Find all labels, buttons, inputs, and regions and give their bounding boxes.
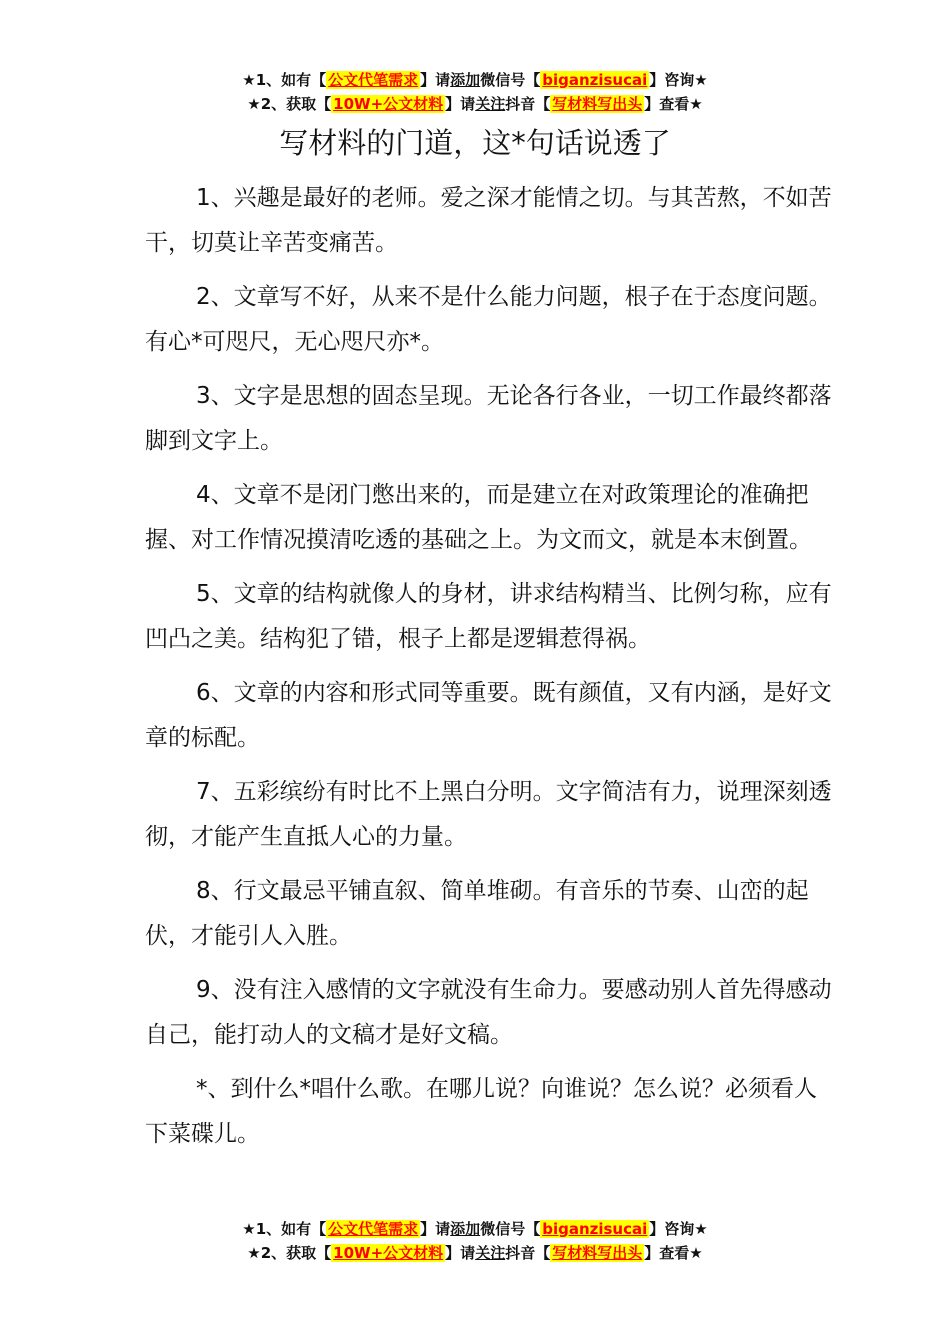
paragraph-9: 9、没有注入感情的文字就没有生命力。要感动别人首先得感动自己，能打动人的文稿才是好文稿。	[145, 977, 832, 1048]
document-title: 写材料的门道，这*句话说透了	[279, 126, 671, 160]
banner-text: 】请	[445, 95, 476, 113]
paragraph-6: 6、文章的内容和形式同等重要。既有颜值，又有内涵，是好文章的标配。	[145, 680, 832, 751]
document-body	[145, 176, 835, 1166]
banner-text: 】查看	[644, 95, 690, 113]
banner-text: 】请	[420, 1220, 451, 1238]
banner-text: 1、如有【	[255, 71, 327, 89]
star-icon: ★	[689, 95, 703, 113]
paragraph-5: 5、文章的结构就像人的身材，讲求结构精当、比例匀称，应有凹凸之美。结构犯了错，根子上都是逻辑惹得祸。	[145, 581, 832, 652]
paragraph-2: 2、文章写不好，从来不是什么能力问题，根子在于态度问题。有心*可咫尺，无心咫尺亦*。	[145, 284, 832, 355]
banner-text: 】咨询	[649, 1220, 695, 1238]
highlight-douyin-account: 写材料写出头	[552, 1244, 643, 1262]
top-banner	[0, 68, 950, 116]
underlined-text: 添加	[450, 71, 481, 89]
paragraph-4: 4、文章不是闭门憋出来的，而是建立在对政策理论的准确把握、对工作情况摸清吃透的基础之上。为文而文，就是本末倒置。	[145, 482, 812, 553]
star-icon: ★	[242, 1220, 256, 1238]
banner-text: 】查看	[644, 1244, 690, 1262]
highlight-wechat-id: biganzisucai	[542, 1220, 648, 1238]
banner-text: 微信号【	[480, 71, 541, 89]
paragraph-3: 3、文字是思想的固态呈现。无论各行各业，一切工作最终都落脚到文字上。	[145, 383, 832, 454]
banner-line-1	[0, 1217, 950, 1241]
highlight-materials: 10W+公文材料	[333, 95, 444, 113]
banner-text: 2、获取【	[260, 95, 332, 113]
banner-text: 抖音【	[505, 1244, 551, 1262]
banner-text: 1、如有【	[255, 1220, 327, 1238]
underlined-text: 添加	[450, 1220, 481, 1238]
star-icon: ★	[689, 1244, 703, 1262]
banner-line-1	[0, 68, 950, 92]
banner-text: 2、获取【	[260, 1244, 332, 1262]
star-icon: ★	[247, 95, 261, 113]
highlight-service: 公文代笔需求	[328, 71, 419, 89]
highlight-douyin-account: 写材料写出头	[552, 95, 643, 113]
highlight-wechat-id: biganzisucai	[542, 71, 648, 89]
star-icon: ★	[694, 71, 708, 89]
bottom-banner	[0, 1217, 950, 1265]
underlined-text: 关注	[475, 1244, 506, 1262]
banner-line-2	[0, 92, 950, 116]
paragraph-8: 8、行文最忌平铺直叙、简单堆砌。有音乐的节奏、山峦的起伏，才能引人入胜。	[145, 878, 809, 949]
underlined-text: 关注	[475, 95, 506, 113]
highlight-materials: 10W+公文材料	[333, 1244, 444, 1262]
paragraph-1: 1、兴趣是最好的老师。爱之深才能情之切。与其苦熬，不如苦干，切莫让辛苦变痛苦。	[145, 185, 832, 256]
highlight-service: 公文代笔需求	[328, 1220, 419, 1238]
banner-text: 微信号【	[480, 1220, 541, 1238]
paragraph-7: 7、五彩缤纷有时比不上黑白分明。文字简洁有力，说理深刻透彻，才能产生直抵人心的力量。	[145, 779, 832, 850]
paragraph-10: *、到什么*唱什么歌。在哪儿说？向谁说？怎么说？必须看人下菜碟儿。	[145, 1076, 817, 1147]
star-icon: ★	[694, 1220, 708, 1238]
banner-text: 】咨询	[649, 71, 695, 89]
banner-text: 抖音【	[505, 95, 551, 113]
star-icon: ★	[247, 1244, 261, 1262]
banner-text: 】请	[420, 71, 451, 89]
banner-text: 】请	[445, 1244, 476, 1262]
banner-line-2	[0, 1241, 950, 1265]
star-icon: ★	[242, 71, 256, 89]
